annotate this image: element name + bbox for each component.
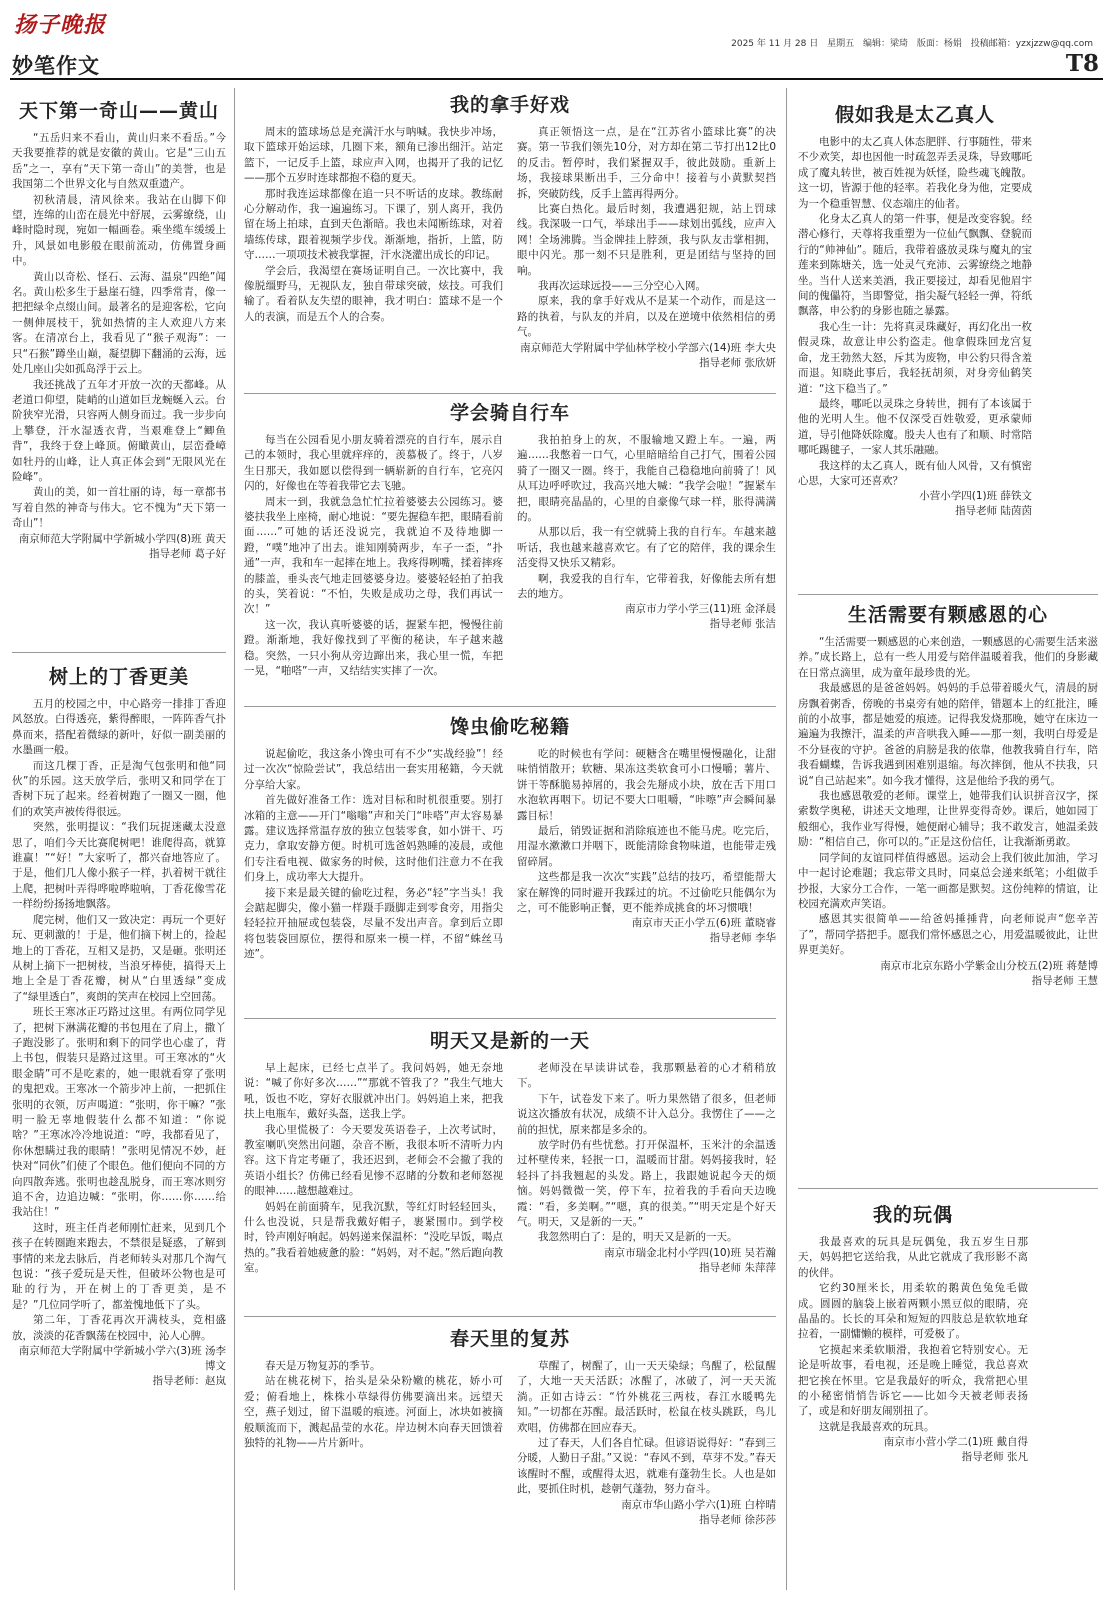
article-divider [12, 652, 226, 653]
article-divider [244, 1018, 776, 1019]
section-title: 妙笔作文 [12, 53, 100, 78]
paragraph: 这就是我最喜欢的玩具。 [819, 1420, 935, 1433]
paragraph: 最终，哪吒以灵珠之身转世，拥有了本该属于他的光明人生。他不仅深受百姓敬爱，更承蒙师道，导引他降妖除魔。殷夫人也有了和顺、时常陪哪吒踢毽子，一家人其乐融融。 [798, 397, 1032, 457]
editor: 编辑：梁琦 [863, 39, 909, 49]
paragraph: 从那以后，我一有空就骑上我的自行车。车越来越听话，我也越来越喜欢它。有了它的陪伴，我的课余生活变得又快乐又精彩。 [517, 526, 776, 570]
article-body-col-2 [517, 125, 776, 371]
author-school: 南京市力学小学三(11)班 金泽晨 [625, 603, 776, 616]
paragraph: 早上起床，已经七点半了。我问妈妈，她无奈地说：“喊了你好多次……”“那就不管我了？”我生气地大吼，饭也不吃，穿好衣服就冲出门。妈妈追上来，把我扶上电瓶车，戴好头盔，送我上学。 [244, 1062, 503, 1121]
paragraph: 接下来是最关键的偷吃过程，务必“轻”字当头！我会踮起脚尖，像小猫一样蹑手蹑脚走到零食旁，用指尖轻轻拉开抽屉或包装袋，尽量不发出声音。拿到后立即将包装袋回原位，摆得和原来一模一样，不留“蛛丝马迹”。 [244, 886, 503, 961]
paragraph: 我最喜欢的玩具是玩偶兔，我五岁生日那天，妈妈把它送给我，从此它就成了我形影不离的伙伴。 [798, 1236, 1028, 1279]
paragraph: 原来，我的拿手好戏从不是某一个动作，而是这一路的执着，与队友的并肩，以及在逆境中依然相信的勇气。 [517, 295, 776, 339]
author-school: 南京市瑞金北村小学四(10)班 吴若瀚 [604, 1246, 776, 1259]
paragraph: 电影中的太乙真人体态肥胖、行事随性，带来不少欢笑，却也因他一时疏忽弄丢灵珠，导致哪吒成了魔丸转世，被百姓视为妖怪，险些魂飞魄散。这一切，皆源于他的轻率。若我化身为他，定要成为一个稳重智慧、仪态端庄的仙者。 [798, 136, 1032, 210]
article-body-col-1 [244, 1061, 503, 1277]
article-divider [244, 706, 776, 707]
paragraph: 初秋清晨，清风徐来。我站在山脚下仰望，连绵的山峦在晨光中舒展，云雾缭绕，山峰时隐时现，宛如一幅画卷。乘坐缆车缓缓上升，风景如电影般在眼前流动，仿佛置身画中。 [12, 193, 226, 268]
layout-editor: 版面：杨娟 [916, 39, 962, 49]
author-teacher: 指导老师 李华 [709, 932, 776, 945]
paragraph: 老师没在早读讲试卷，我那颗悬着的心才稍稍放下。 [517, 1062, 776, 1090]
paragraph: “生活需要一颗感恩的心来创造，一颗感恩的心需要生活来滋养。”成长路上，总有一些人用爱与陪伴温暖着我，他们的身影藏在日常点滴里，成为童年最珍贵的光。 [798, 636, 1098, 679]
page-number: T8 [1065, 50, 1099, 77]
paragraph: 而这几棵丁香，正是淘气包张明和他“同伙”的乐园。这天放学后，张明又和同学在丁香树下玩了起来。经着树跑了一圈又一圈，他们的欢笑声被传得很远。 [12, 759, 226, 818]
paragraph: 下午，试卷发下来了。听力果然错了很多，但老师说这次播放有状况，成绩不计入总分。我愣住了——之前的担忧，原来都是多余的。 [517, 1092, 776, 1136]
article-body [798, 635, 1098, 989]
article-title: 馋虫偷吃秘籍 [449, 716, 570, 738]
article-huangshan [12, 96, 226, 644]
paragraph: 真正领悟这一点，是在“江苏省小篮球比赛”的决赛。第一节我们领先10分，对方却在第二节打出12比0的反击。暂停时，我们紧握双手，彼此鼓励。重新上场，我接球果断出手，三分命中！接着与小黄默契挡拆，突破防线，反手上篮再得两分。 [517, 126, 776, 200]
article-tomorrow [244, 1026, 776, 1312]
author-school: 南京师范大学附属中学仙林学校小学部六(14)班 李大央 [520, 341, 776, 354]
paragraph: 比赛白热化。最后时刻，我遭遇犯规，站上罚球线。我深吸一口气，举球出手——球划出弧线，应声入网！全场沸腾。当金牌挂上脖颈，我与队友击掌相拥，眼中闪光。那一刻不只是胜利，更是团结与坚持的回响。 [517, 203, 776, 277]
paragraph: 草醒了，树醒了，山一天天染绿；鸟醒了，松鼠醒了，大地一天天活跃；冰醒了，冰破了，河一天天流淌。正如古诗云：“竹外桃花三两枝，春江水暖鸭先知。”一切都在苏醒。最活跃时，松鼠在枝头跳跃，鸟儿欢唱，仿佛都在回应春天。 [517, 1360, 776, 1434]
paragraph: 爬完树，他们又一致决定：再玩一个更好玩、更刺激的！于是，他们摘下树上的，捡起地上的丁香花，互相又是扔，又是砸。张明还从树上摘下一把树枝，当浪牙棒使，搞得天上地上全是丁香花瓣，树从“白里透绿”变成了“绿里透白”，爽朗的笑声在校园上空回荡。 [12, 913, 226, 1003]
article-body [12, 697, 226, 1389]
author-school: 南京市北京东路小学紫金山分校五(2)班 蒋楚博 [880, 959, 1098, 972]
paragraph: 学会后，我渴望在赛场证明自己。一次比赛中，我像脱缰野马，无视队友，独自带球突破，炫技。可我们输了。看着队友失望的眼神，我才明白：篮球不是一个人的表演，而是五个人的合奏。 [244, 264, 503, 323]
article-title: 春天里的复苏 [449, 1328, 570, 1350]
paragraph: 班长王寒冰正巧路过这里。有两位同学见了，把树下淋满花瓣的书包甩在了肩上，撒丫子跑没影了。张明和剩下的同学也心虚了，背上书包，假装只是路过这里。可王寒冰的“火眼金睛”可不是吃素的，她一眼就看穿了张明的鬼把戏。王寒冰一个箭步冲上前，一把抓住张明的衣领，厉声喝道：“张明，你干嘛？”张明一脸无辜地假装什么都不知道：“你说啥？”王寒冰冷冷地说道：“哼，我都看见了，你休想瞒过我的眼睛！”张明见情况不妙，赶快对“同伙”们使了个眼色。他们便向不同的方向四散奔逃。张明也趁乱脱身，而王寒冰则穷追不舍，边追边喊：“张明，你……你……给我站住！” [12, 1006, 226, 1219]
paragraph: 我这样的太乙真人，既有仙人风骨，又有慎密心思，大家可还喜欢？ [798, 459, 1032, 487]
paragraph: 黄山以奇松、怪石、云海、温泉“四绝”闻名。黄山松多生于悬崖石缝，四季常青，像一把把绿伞点缀山间。最著名的是迎客松，它向一侧伸展枝干，犹如热情的主人欢迎八方来客。在清凉台上，我看见了“猴子观海”：一只“石猴”蹲坐山巅，凝望脚下翻涌的云海，远处几座山尖如孤岛浮于云上。 [12, 270, 226, 376]
paragraph: 妈妈在前面骑车，见我沉默，等红灯时轻轻回头，什么也没说，只是帮我戴好帽子，裹紧围巾。到学校时，铃声刚好响起。妈妈递来保温杯：“没吃早饭，喝点热的。”我看着她疲惫的脸：“妈妈，对不起。”然后跑向教室。 [244, 1200, 503, 1275]
author-teacher: 指导老师 朱萍萍 [699, 1261, 776, 1274]
paragraph: 第二年，丁香花再次开满枝头，竞相盛放，淡淡的花香飘荡在校园中，沁人心脾。 [12, 1314, 226, 1342]
paragraph: 感恩其实很简单——给爸妈捶捶背，向老师说声“您辛苦了”，帮同学搭把手。愿我们常怀感恩之心，用爱温暖彼此，让世界更美好。 [798, 913, 1098, 957]
article-taiyi [798, 100, 1032, 590]
paragraph: 这时，班主任肖老师刚忙赶来，见到几个孩子在转圈跑来跑去，不禁很是疑惑，了解到事情的来龙去脉后，肖老师转头对那几个淘气包说：“孩子爱玩是天性，但破坏公物也是可耻的行为，开在树上的丁香更美，是不是？”几位同学听了，都羞愧地低下了头。 [12, 1221, 226, 1311]
weekday: 星期五 [827, 39, 855, 49]
article-bicycle [244, 398, 776, 703]
article-body [798, 1235, 1028, 1465]
article-title: 天下第一奇山——黄山 [18, 100, 219, 122]
article-body-col-1 [244, 747, 503, 963]
column-divider-right [786, 88, 787, 1590]
issue-date: 2025 年 11 月 28 日 [731, 39, 819, 49]
paragraph: 它约30厘米长，用柔软的鹅黄色兔兔毛做成。圆圆的脑袋上嵌着两颗小黑豆似的眼睛，亮晶晶的。长长的耳朵和短短的四肢总是软软地耷拉着，一副慵懒的模样，可爱极了。 [798, 1282, 1028, 1341]
author-school: 南京师范大学附属中学新城小学四(8)班 黄天 [18, 532, 226, 545]
article-divider [798, 594, 1098, 595]
article-basketball [244, 90, 776, 390]
author-school: 南京市天正小学五(6)班 董晓睿 [631, 917, 776, 930]
article-body-col-2 [517, 747, 776, 963]
paragraph: 我也感恩敬爱的老师。课堂上，她带我们认识拼音汉字，探索数学奥秘，讲述天文地理，让世界变得奇妙。课后，她如园丁般细心，我作业写得慢，她便耐心辅导；我不敢发言，她温柔鼓励：“相信自己，你可以的。”正是这份信任，让我渐渐勇敢。 [798, 790, 1098, 849]
paragraph: 周末一到，我就急急忙忙拉着婆婆去公园练习。婆婆扶我坐上座椅，耐心地说：“要先握稳车把，眼睛看前面……”可她的话还没说完，我就迫不及待地脚一蹬，“噗”地冲了出去。谁知刚骑两步，车子一歪，“扑通”一声，我和车一起摔在地上。我疼得咧嘴，揉着摔疼的膝盖，垂头丧气地走回婆婆身边。婆婆轻轻拍了拍我的头，笑着说：“不怕，失败是成功之母，我们再试一次！” [244, 495, 503, 616]
paragraph: 我心生一计：先将真灵珠藏好，再幻化出一枚假灵珠，故意让申公豹盗走。他拿假珠回龙宫复命，龙王勃然大怒，斥其为废物，申公豹只得含羞而退。知晓此事后，我轻抚胡须，对身旁仙鹤笑道：“这下稳当了。” [798, 320, 1032, 395]
paragraph: 站在桃花树下，抬头是朵朵粉嫩的桃花，娇小可爱；俯看地上，株株小草绿得仿佛要滴出来。远望天空，燕子划过，留下温暖的痕迹。河面上，冰块如被摘般顺流而下，溅起晶莹的水花。岸边树木向春天回馈着独特的礼物——片片新叶。 [244, 1375, 503, 1450]
article-body [798, 135, 1032, 519]
column-divider-left [234, 88, 235, 1590]
paragraph: 放学时仍有些忧愁。打开保温杯，玉米汁的余温透过杯壁传来，轻抿一口，温暖而甘甜。妈妈接我时，轻轻抖了抖我翘起的头发。路上，我跟她说起今天的烦恼。妈妈微微一笑，停下车，拉着我的手看向天边晚霞：“看，多美啊。”“嗯，真的很美。”“明天定是个好天气。明天，又是新的一天。” [517, 1139, 776, 1229]
article-body-col-2 [517, 1061, 776, 1277]
article-toy [798, 1200, 1028, 1590]
author-teacher: 指导老师 葛子好 [149, 547, 226, 560]
paragraph: 说起偷吃，我这条小馋虫可有不少“实战经验”！经过一次次“惊险尝试”，我总结出一套实用秘籍，今天就分享给大家。 [244, 748, 503, 791]
paragraph: 突然，张明提议：“我们玩捉迷藏太没意思了，咱们今天比赛爬树吧！谁爬得高，就算谁赢！”“好！”大家听了，都兴奋地答应了。于是，他们几人像小猴子一样，扒着树干就往上爬，把树叶弄得哗啦哗啦响，丁香花像雪花一样纷纷扬扬地飘落。 [12, 821, 226, 911]
paragraph: 吃的时候也有学问：硬糖含在嘴里慢慢融化，让甜味悄悄散开；软糖、果冻这类软食可小口慢嚼；薯片、饼干等酥脆易掉屑的，我会先掰成小块，放在舌下用口水泡软再咽下。切记不要大口咀嚼，“咔嚓”声会瞬间暴露目标！ [517, 748, 776, 822]
paragraph: 我忽然明白了：是的，明天又是新的一天。 [538, 1231, 738, 1244]
author-teacher: 指导老师 徐莎莎 [699, 1513, 776, 1526]
paragraph: “五岳归来不看山，黄山归来不看岳。”今天我要推荐的就是安徽的黄山。它是“三山五岳”之一，享有“天下第一奇山”的美誉，也是我国第二个世界文化与自然双重遗产。 [12, 132, 226, 191]
article-divider [798, 1188, 1098, 1189]
article-title: 树上的丁香更美 [48, 666, 189, 688]
author-teacher: 指导老师 王慧 [1031, 974, 1098, 987]
author-school: 小营小学四(1)班 薛铁文 [919, 490, 1032, 503]
author-teacher: 指导老师：赵岚 [152, 1375, 226, 1388]
author-teacher: 指导老师 张洁 [709, 618, 776, 631]
paragraph: 最后，销毁证据和消除痕迹也不能马虎。吃完后，用湿水漱漱口并咽下，既能清除食物味道，也能带走残留碎屑。 [517, 825, 776, 868]
paragraph: 五月的校园之中，中心路旁一排排丁香迎风怒放。白得透亮，紫得醉眼，一阵阵香气扑鼻而来，搭配着微绿的新叶，好似一副美丽的水墨画一般。 [12, 698, 226, 757]
section-bar [10, 48, 1103, 80]
paragraph: 我拍拍身上的灰，不服输地又蹬上车。一遍，两遍……我憋着一口气，心里暗暗给自己打气，围着公园骑了一圈又一圈。终于，我能自己稳稳地向前骑了！风从耳边呼呼吹过，我高兴地大喊：“我学会啦！”握紧车把，眼睛亮晶晶的，心里的自豪像气球一样，胀得满满的。 [517, 434, 776, 524]
paragraph: 周末的篮球场总是充满汗水与呐喊。我快步冲场，取下篮球开始运球，几圈下来，额角已渗出细汗。站定篮下，一记反手上篮，球应声入网，也揭开了我的记忆——那个五岁时连球都抱不稳的夏天。 [244, 126, 503, 185]
paragraph: 黄山的美，如一首壮丽的诗，每一章都书写着自然的神奇与伟大。它不愧为“天下第一奇山”！ [12, 486, 226, 530]
paragraph: 同学间的友谊同样值得感恩。运动会上我们彼此加油，学习中一起讨论难题；我忘带文具时，同桌总会递来纸笔；小组做手抄报，大家分工合作，一笔一画都是默契。这份纯粹的情谊，让校园充满欢声笑语。 [798, 851, 1098, 910]
article-title: 明天又是新的一天 [429, 1030, 590, 1052]
article-title: 我的玩偶 [872, 1204, 953, 1226]
author-teacher: 指导老师 张凡 [961, 1451, 1028, 1464]
article-body [12, 131, 226, 562]
author-teacher: 指导老师 陆茵茵 [955, 505, 1032, 518]
paragraph: 啊，我爱我的自行车，它带着我，好像能去所有想去的地方。 [517, 572, 776, 601]
article-spring [244, 1324, 776, 1590]
submission-email: 投稿邮箱：yzxjzzw@qq.com [970, 39, 1093, 49]
paragraph: 我再次运球远投——三分空心入网。 [538, 280, 706, 293]
article-body-col-1 [244, 1359, 503, 1528]
paragraph: 它摸起来柔软顺滑，我抱着它特别安心。无论是听故事，看电视，还是晚上睡觉，我总喜欢把它挨在怀里。它是我最好的听众，我常把心里的小秘密悄悄告诉它——比如今天被老师表扬了，或是和好朋友闹别扭了。 [798, 1343, 1028, 1418]
paragraph: 过了春天，人们各自忙碌。但谚语说得好：“春到三分暖，人勤日子甜。”又说：“春风不到，草芽不发。”春天该醒时不醒，或醒得太迟，就难有蓬勃生长。人也是如此，要抓住时机，趁朝气蓬勃，努力奋斗。 [517, 1437, 776, 1496]
paragraph: 那时我连运球都像在追一只不听话的皮球。教练耐心分解动作，我一遍遍练习。下课了，别人离开，我仍留在场上拍球，直到天色渐暗。我也未闻断练球，对着墙练传球，跟着视频学步伐。渐渐地，指折，上篮，防守……一项项技术被我掌握，汗水浇灌出成长的印记。 [244, 187, 503, 262]
paragraph: 这一次，我认真听婆婆的话，握紧车把，慢慢往前蹬。渐渐地，我好像找到了平衡的秘诀，车子越来越稳。突然，一只小狗从旁边蹿出来，我心里一慌，车把一晃，“啪嗒”一声，又结结实实摔了一次。 [244, 618, 503, 678]
article-title: 生活需要有颗感恩的心 [847, 604, 1048, 626]
article-body-col-2 [517, 1359, 776, 1528]
author-school: 南京市小营小学二(1)班 戴自得 [883, 1436, 1028, 1449]
paragraph: 春天是万物复苏的季节。 [265, 1360, 381, 1372]
article-body-col-1 [244, 433, 503, 680]
paragraph: 首先做好准备工作：选对目标和时机很重要。别打冰箱的主意——开门“嗡嗡”声和关门“咔嗒”声太容易暴露。建议选择常温存放的独立包装零食，如小饼干、巧克力，拿取安静方便。时机可选爸妈熟睡的凌晨，或他们专注看电视、做家务的时候，这时他们注意力不在我们身上，成功率大大提升。 [244, 794, 503, 884]
paragraph: 化身太乙真人的第一件事，便是改变容貌。经潜心修行，天尊将我重塑为一位仙气飘飘、登貌而行的“帅神仙”。随后，我带着盛放灵珠与魔丸的宝莲来到陈塘关，选一处灵气充沛、云雾缭绕之地静坐。当什人送来美酒，我正要接过，却看见他眉宇间的傀儡符，当即警觉，指尖凝气轻轻一弹，符纸飘落，申公豹的身影也随之暴露。 [798, 213, 1032, 318]
paragraph: 我心里慌极了：今天要发英语卷子，上次考试时，教室喇叭突然出问题，杂音不断，我很本听不清听力内容。这下肯定考砸了，我还迟到，老师会不会撤了我的英语小组长？仿佛已经看见惨不忍睹的分数和老师怒视的眼神……越想越难过。 [244, 1123, 503, 1198]
article-lilac [12, 662, 226, 1587]
paragraph: 这些都是我一次次“实践”总结的技巧，希望能帮大家在解馋的同时避开我踩过的坑。不过偷吃只能偶尔为之，可不能影响正餐，更不能养成挑食的坏习惯哦！ [517, 871, 776, 915]
newspaper-logo: 扬子晚报 [14, 12, 107, 38]
paragraph: 我最感恩的是爸爸妈妈。妈妈的手总带着暖火气，清晨的厨房飘着粥香，傍晚的书桌旁有她的陪伴，错题本上的红批注，睡前的小故事，都是她爱的痕迹。记得我发烧那晚，她守在床边一遍遍为我擦汗，温柔的声音哄我入睡——那一刻，我明白母爱是不分昼夜的守护。爸爸的肩膀是我的依靠，他教我骑自行车，陪我看蝴蝶，告诉我遇到困难别退缩。每次摔倒，他从不扶我，只说“自己站起来”。如今我才懂得，这是他给予我的勇气。 [798, 682, 1098, 787]
article-divider [244, 1316, 776, 1317]
article-body-col-2 [517, 433, 776, 680]
article-divider [244, 393, 776, 394]
author-teacher: 指导老师 张欣妍 [699, 356, 776, 369]
masthead [10, 6, 1103, 49]
article-gratitude [798, 600, 1098, 1184]
article-title: 学会骑自行车 [449, 402, 570, 424]
paragraph: 每当在公园看见小朋友骑着漂亮的自行车，展示自己的本领时，我心里就痒痒的，羡慕极了。终于，八岁生日那天，我如愿以偿得到一辆崭新的自行车，它亮闪闪的，好像也在等着我带它去飞驰。 [244, 434, 503, 493]
author-school: 南京师范大学附属中学新城小学六(3)班 汤李博文 [18, 1345, 226, 1373]
article-title: 我的拿手好戏 [449, 94, 570, 116]
paragraph: 我还挑战了五年才开放一次的天都峰。从老道口仰望，陡峭的山道如巨龙蜿蜒入云。台阶狭窄光滑，只容两人侧身而过。我一步步向上攀登，汗水湿透衣背，当艰难登上“鲫鱼背”，我终于登上峰顶。俯瞰黄山，层峦叠嶂如牡丹的山峰，让人真正体会到“无限风光在险峰”。 [12, 378, 226, 483]
author-school: 南京市华山路小学六(1)班 白梓晴 [621, 1498, 776, 1511]
article-snack [244, 712, 776, 1014]
article-title: 假如我是太乙真人 [834, 104, 995, 126]
article-body-col-1 [244, 125, 503, 371]
